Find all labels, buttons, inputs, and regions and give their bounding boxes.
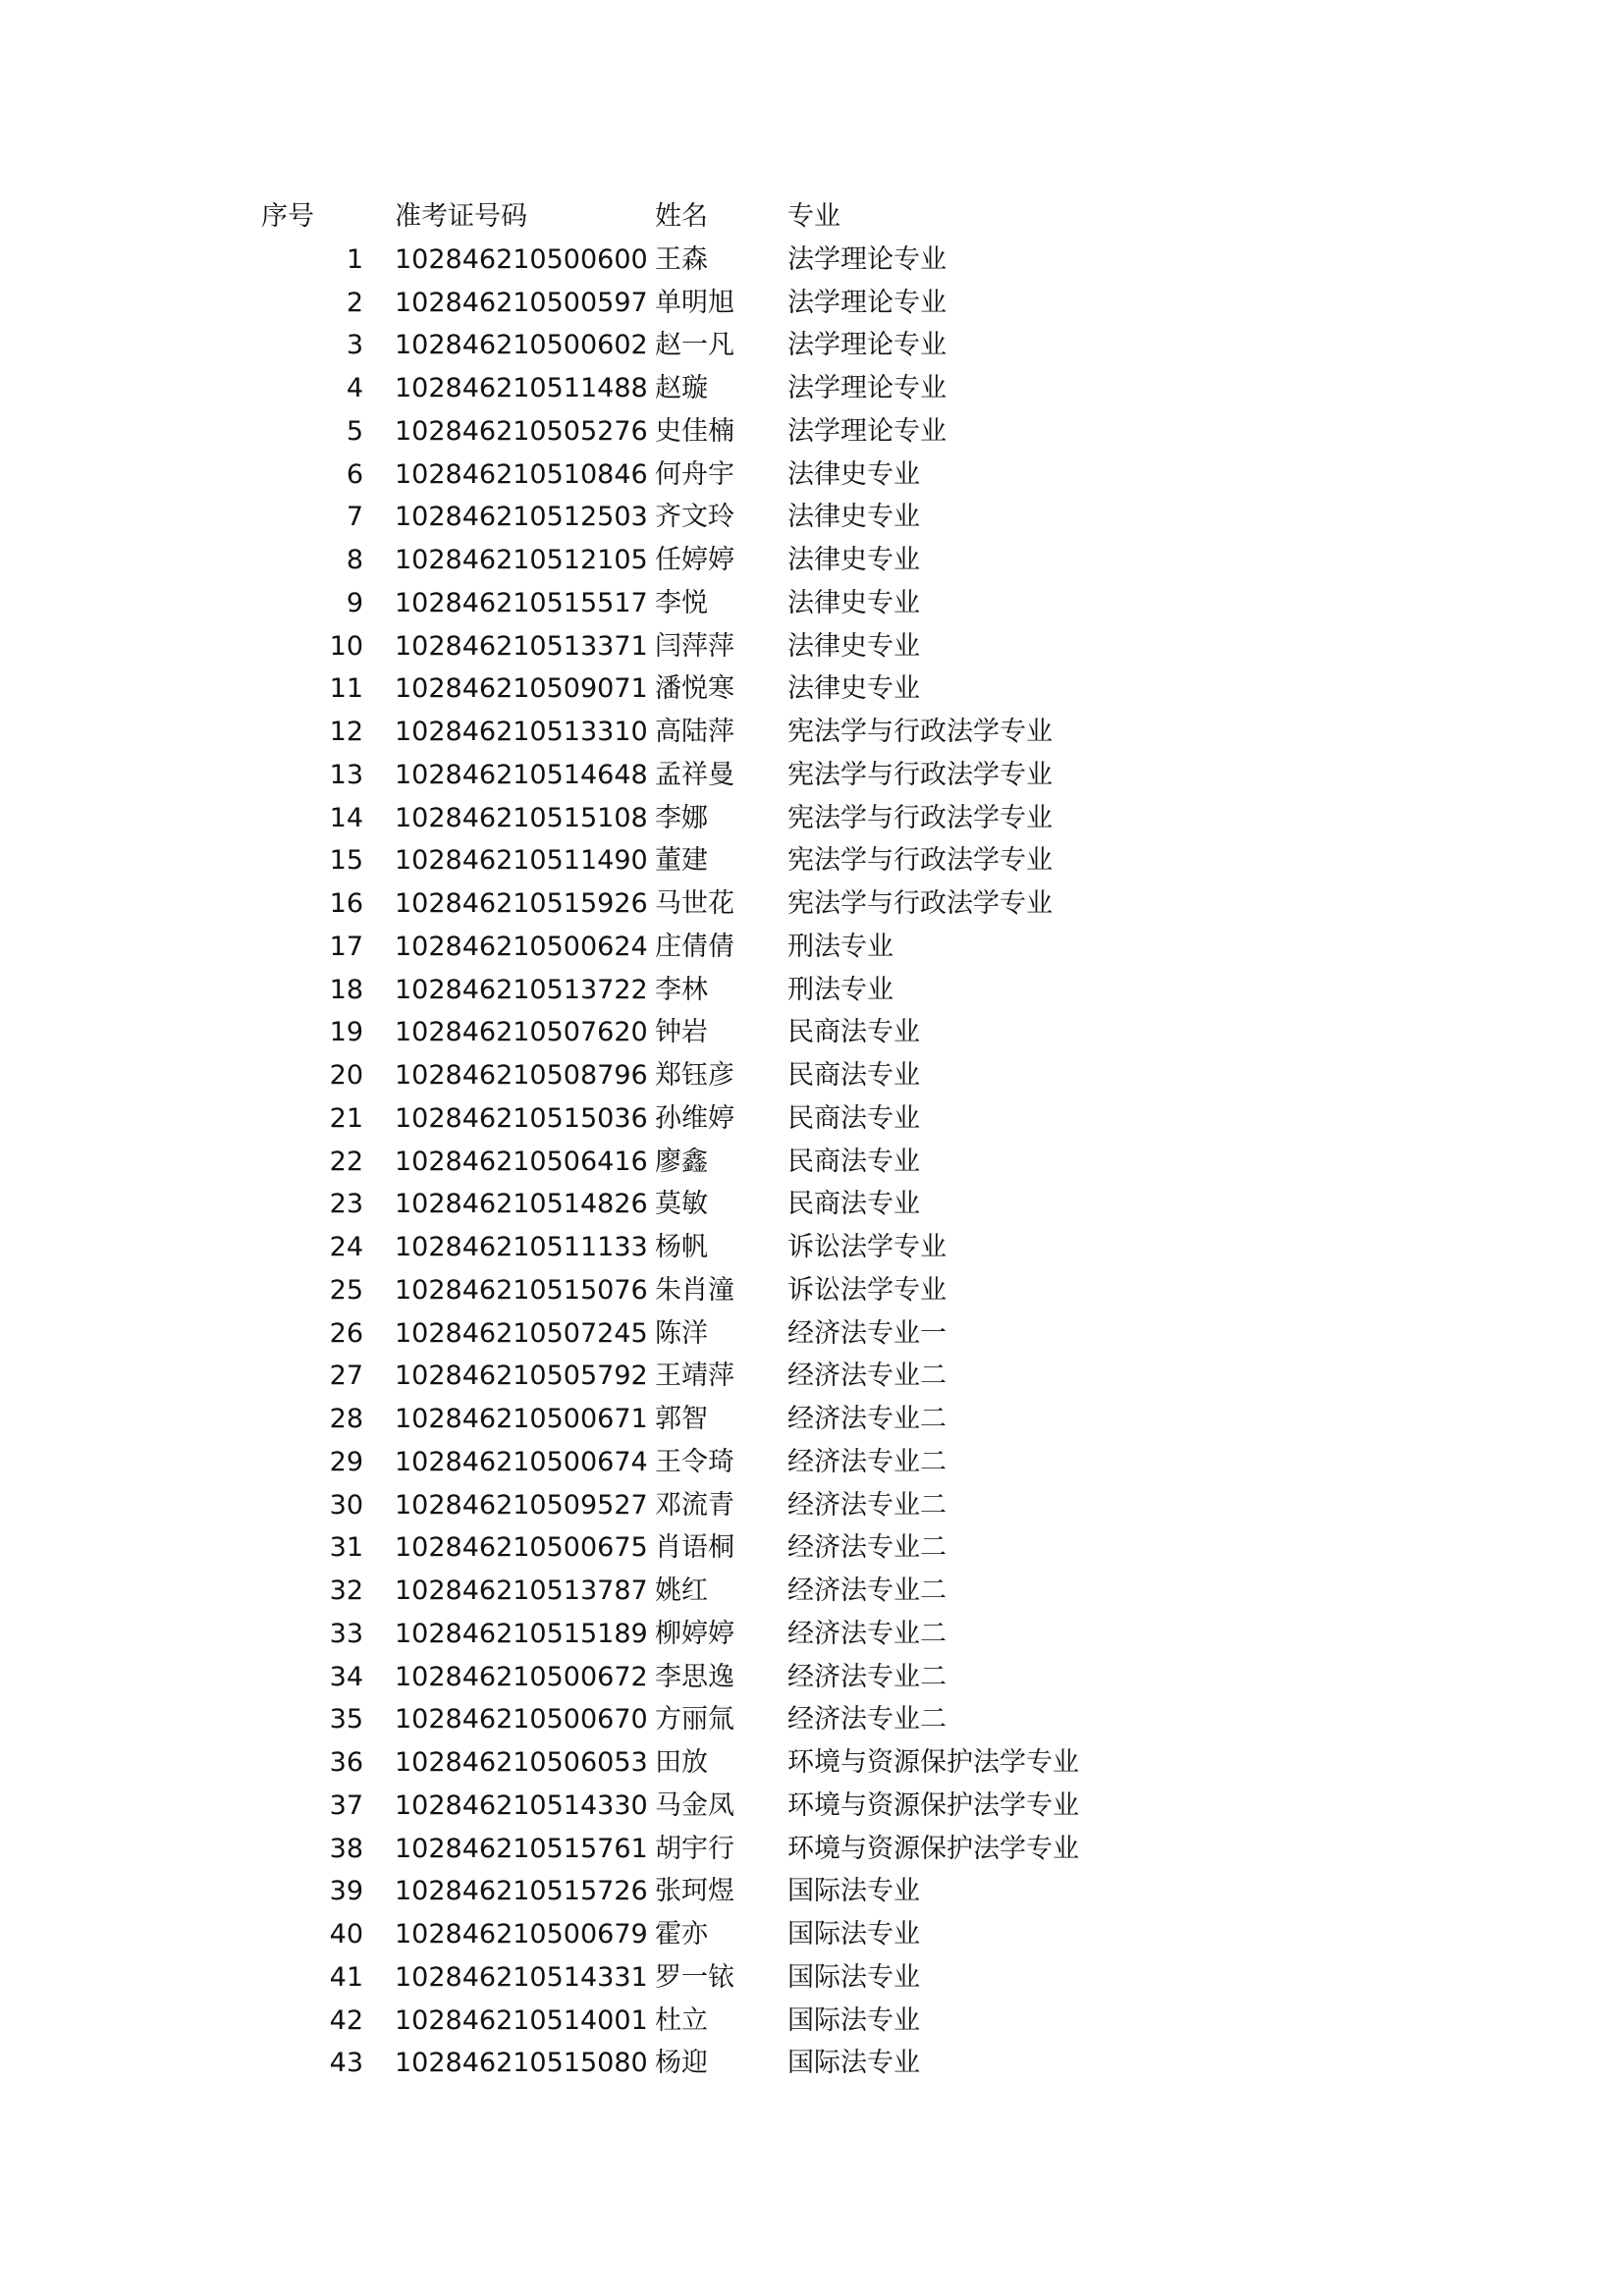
row-major: 环境与资源保护法学专业 [787, 1789, 1079, 1821]
row-name: 闫萍萍 [655, 630, 734, 662]
row-name: 齐文玲 [655, 502, 734, 533]
row-name: 胡宇行 [655, 1833, 734, 1864]
table-row [0, 1441, 1624, 1484]
table-row [0, 1484, 1624, 1527]
row-exam-id: 102846210500600 [395, 243, 648, 275]
row-name: 李思逸 [655, 1661, 734, 1692]
row-exam-id: 102846210511488 [395, 373, 648, 403]
row-major: 经济法专业二 [787, 1361, 947, 1392]
row-seq: 32 [329, 1575, 363, 1606]
row-exam-id: 102846210515926 [395, 888, 648, 919]
row-name: 赵一凡 [655, 330, 734, 361]
row-exam-id: 102846210514648 [395, 759, 648, 790]
row-seq: 20 [329, 1060, 363, 1091]
row-seq: 2 [346, 287, 363, 318]
table-row [0, 882, 1624, 926]
row-exam-id: 102846210500670 [395, 1704, 648, 1735]
row-seq: 9 [346, 587, 363, 618]
table-body [0, 239, 1624, 2085]
table-row [0, 1741, 1624, 1785]
row-seq: 7 [346, 502, 363, 533]
table-row [0, 1785, 1624, 1828]
table-row [0, 282, 1624, 325]
row-exam-id: 102846210506416 [395, 1146, 648, 1177]
row-seq: 43 [329, 2048, 363, 2079]
row-name: 钟岩 [655, 1017, 708, 1048]
table-row [0, 454, 1624, 497]
row-exam-id: 102846210515726 [395, 1876, 648, 1907]
row-name: 单明旭 [655, 287, 734, 318]
row-name: 何舟宇 [655, 458, 734, 490]
row-seq: 29 [329, 1446, 363, 1477]
row-name: 王靖萍 [655, 1361, 734, 1392]
row-major: 民商法专业 [787, 1146, 920, 1177]
table-row [0, 2000, 1624, 2043]
table-row [0, 1141, 1624, 1184]
header-name: 姓名 [655, 201, 708, 232]
row-name: 霍亦 [655, 1919, 708, 1949]
row-major: 法学理论专业 [787, 243, 947, 275]
row-name: 邓流青 [655, 1489, 734, 1521]
row-name: 陈洋 [655, 1317, 708, 1349]
row-major: 法学理论专业 [787, 330, 947, 361]
row-exam-id: 102846210515080 [395, 2048, 648, 2079]
row-exam-id: 102846210514001 [395, 2004, 648, 2036]
row-exam-id: 102846210505276 [395, 415, 648, 447]
row-exam-id: 102846210506053 [395, 1747, 648, 1778]
header-exam-id: 准考证号码 [395, 201, 527, 232]
row-exam-id: 102846210511133 [395, 1232, 648, 1262]
table-row [0, 539, 1624, 582]
row-exam-id: 102846210500602 [395, 330, 648, 361]
row-major: 宪法学与行政法学专业 [787, 717, 1053, 747]
row-major: 宪法学与行政法学专业 [787, 888, 1053, 919]
row-seq: 24 [329, 1232, 363, 1262]
row-seq: 28 [329, 1404, 363, 1434]
row-name: 肖语桐 [655, 1532, 734, 1564]
row-seq: 11 [329, 673, 363, 705]
row-major: 宪法学与行政法学专业 [787, 845, 1053, 877]
table-row [0, 711, 1624, 754]
table-row [0, 1183, 1624, 1226]
row-seq: 25 [329, 1274, 363, 1306]
table-row [0, 1011, 1624, 1054]
row-exam-id: 102846210500624 [395, 931, 648, 962]
table-row [0, 239, 1624, 282]
table-row [0, 496, 1624, 539]
row-exam-id: 102846210514330 [395, 1789, 648, 1821]
table-row [0, 367, 1624, 410]
table-row [0, 1870, 1624, 1913]
row-major: 诉讼法学专业 [787, 1274, 947, 1306]
row-seq: 3 [346, 330, 363, 361]
row-major: 法律史专业 [787, 673, 920, 705]
table-row [0, 1698, 1624, 1741]
table-row [0, 1312, 1624, 1356]
row-name: 莫敏 [655, 1189, 708, 1220]
row-major: 民商法专业 [787, 1102, 920, 1134]
header-major: 专业 [787, 201, 840, 232]
row-major: 法律史专业 [787, 545, 920, 575]
row-seq: 34 [329, 1661, 363, 1692]
row-exam-id: 102846210515761 [395, 1833, 648, 1864]
row-seq: 22 [329, 1146, 363, 1177]
row-major: 宪法学与行政法学专业 [787, 759, 1053, 790]
row-name: 郑钰彦 [655, 1060, 734, 1091]
row-major: 诉讼法学专业 [787, 1232, 947, 1262]
row-exam-id: 102846210515076 [395, 1274, 648, 1306]
row-major: 法学理论专业 [787, 415, 947, 447]
row-exam-id: 102846210515189 [395, 1618, 648, 1649]
table-row [0, 839, 1624, 882]
table-row [0, 1613, 1624, 1656]
row-seq: 5 [346, 415, 363, 447]
row-seq: 26 [329, 1317, 363, 1349]
row-name: 罗一铱 [655, 1961, 734, 1993]
table-row [0, 667, 1624, 711]
row-major: 经济法专业二 [787, 1618, 947, 1649]
row-exam-id: 102846210500597 [395, 287, 648, 318]
row-exam-id: 102846210513787 [395, 1575, 648, 1606]
row-name: 杨迎 [655, 2048, 708, 2079]
row-name: 孙维婷 [655, 1102, 734, 1134]
row-major: 民商法专业 [787, 1189, 920, 1220]
row-seq: 17 [329, 931, 363, 962]
row-name: 张珂煜 [655, 1876, 734, 1907]
row-exam-id: 102846210513310 [395, 717, 648, 747]
row-major: 经济法专业一 [787, 1317, 947, 1349]
table-row [0, 324, 1624, 367]
row-seq: 36 [329, 1747, 363, 1778]
row-exam-id: 102846210505792 [395, 1361, 648, 1392]
table-row [0, 754, 1624, 797]
row-seq: 12 [329, 717, 363, 747]
row-seq: 42 [329, 2004, 363, 2036]
table-row [0, 410, 1624, 454]
row-seq: 39 [329, 1876, 363, 1907]
row-seq: 19 [329, 1017, 363, 1048]
row-name: 田放 [655, 1747, 708, 1778]
table-row [0, 1097, 1624, 1141]
row-seq: 8 [346, 545, 363, 575]
row-exam-id: 102846210515036 [395, 1102, 648, 1134]
row-exam-id: 102846210513722 [395, 974, 648, 1005]
table-row [0, 797, 1624, 840]
row-name: 潘悦寒 [655, 673, 734, 705]
row-name: 王令琦 [655, 1446, 734, 1477]
row-seq: 18 [329, 974, 363, 1005]
row-exam-id: 102846210514331 [395, 1961, 648, 1993]
row-major: 法学理论专业 [787, 287, 947, 318]
row-exam-id: 102846210510846 [395, 458, 648, 490]
row-seq: 1 [346, 243, 363, 275]
row-major: 经济法专业二 [787, 1404, 947, 1434]
table-row [0, 2042, 1624, 2085]
row-exam-id: 102846210509071 [395, 673, 648, 705]
row-seq: 33 [329, 1618, 363, 1649]
row-major: 国际法专业 [787, 2048, 920, 2079]
table-row [0, 926, 1624, 969]
row-exam-id: 102846210513371 [395, 630, 648, 662]
row-name: 方丽氚 [655, 1704, 734, 1735]
row-exam-id: 102846210511490 [395, 845, 648, 877]
row-name: 庄倩倩 [655, 931, 734, 962]
row-exam-id: 102846210515517 [395, 587, 648, 618]
row-exam-id: 102846210500675 [395, 1532, 648, 1564]
row-name: 姚红 [655, 1575, 708, 1606]
row-name: 李娜 [655, 802, 708, 833]
table-row [0, 1355, 1624, 1398]
row-major: 经济法专业二 [787, 1575, 947, 1606]
row-exam-id: 102846210515108 [395, 802, 648, 833]
row-seq: 10 [329, 630, 363, 662]
row-major: 经济法专业二 [787, 1446, 947, 1477]
table-row [0, 1828, 1624, 1871]
row-name: 高陆萍 [655, 717, 734, 747]
row-major: 经济法专业二 [787, 1661, 947, 1692]
row-seq: 31 [329, 1532, 363, 1564]
header-seq: 序号 [261, 201, 314, 232]
row-exam-id: 102846210500671 [395, 1404, 648, 1434]
row-major: 法律史专业 [787, 630, 920, 662]
row-major: 刑法专业 [787, 974, 893, 1005]
row-major: 法律史专业 [787, 458, 920, 490]
table-row [0, 1398, 1624, 1441]
table-row [0, 1956, 1624, 2000]
row-major: 经济法专业二 [787, 1489, 947, 1521]
table-row [0, 1570, 1624, 1613]
admission-list-table [0, 195, 1624, 2085]
row-major: 经济法专业二 [787, 1532, 947, 1564]
row-seq: 16 [329, 888, 363, 919]
row-name: 孟祥曼 [655, 759, 734, 790]
row-name: 郭智 [655, 1404, 708, 1434]
row-major: 国际法专业 [787, 1961, 920, 1993]
row-seq: 38 [329, 1833, 363, 1864]
row-exam-id: 102846210500672 [395, 1661, 648, 1692]
table-row [0, 1656, 1624, 1699]
row-name: 任婷婷 [655, 545, 734, 575]
row-major: 法律史专业 [787, 502, 920, 533]
row-major: 经济法专业二 [787, 1704, 947, 1735]
row-major: 国际法专业 [787, 2004, 920, 2036]
row-name: 马金凤 [655, 1789, 734, 1821]
row-seq: 35 [329, 1704, 363, 1735]
table-row [0, 969, 1624, 1012]
table-row [0, 582, 1624, 625]
row-exam-id: 102846210500679 [395, 1919, 648, 1949]
row-seq: 27 [329, 1361, 363, 1392]
row-seq: 14 [329, 802, 363, 833]
row-name: 廖鑫 [655, 1146, 708, 1177]
row-seq: 13 [329, 759, 363, 790]
table-row [0, 1226, 1624, 1269]
table-row [0, 1269, 1624, 1312]
row-major: 国际法专业 [787, 1919, 920, 1949]
row-name: 王森 [655, 243, 708, 275]
row-major: 刑法专业 [787, 931, 893, 962]
row-name: 李林 [655, 974, 708, 1005]
row-name: 李悦 [655, 587, 708, 618]
row-exam-id: 102846210512105 [395, 545, 648, 575]
row-name: 杨帆 [655, 1232, 708, 1262]
row-major: 法学理论专业 [787, 373, 947, 403]
row-major: 法律史专业 [787, 587, 920, 618]
row-seq: 4 [346, 373, 363, 403]
table-header-row [0, 195, 1624, 239]
row-exam-id: 102846210507620 [395, 1017, 648, 1048]
row-major: 环境与资源保护法学专业 [787, 1833, 1079, 1864]
row-exam-id: 102846210500674 [395, 1446, 648, 1477]
row-name: 董建 [655, 845, 708, 877]
row-seq: 40 [329, 1919, 363, 1949]
row-exam-id: 102846210509527 [395, 1489, 648, 1521]
row-name: 杜立 [655, 2004, 708, 2036]
table-row [0, 1913, 1624, 1956]
row-name: 史佳楠 [655, 415, 734, 447]
row-major: 环境与资源保护法学专业 [787, 1747, 1079, 1778]
row-exam-id: 102846210507245 [395, 1317, 648, 1349]
row-seq: 6 [346, 458, 363, 490]
row-seq: 37 [329, 1789, 363, 1821]
row-name: 朱肖潼 [655, 1274, 734, 1306]
table-row [0, 1526, 1624, 1570]
table-row [0, 1054, 1624, 1097]
row-major: 国际法专业 [787, 1876, 920, 1907]
row-seq: 15 [329, 845, 363, 877]
row-major: 宪法学与行政法学专业 [787, 802, 1053, 833]
row-seq: 41 [329, 1961, 363, 1993]
row-name: 赵璇 [655, 373, 708, 403]
row-major: 民商法专业 [787, 1017, 920, 1048]
table-row [0, 625, 1624, 668]
row-seq: 23 [329, 1189, 363, 1220]
row-exam-id: 102846210512503 [395, 502, 648, 533]
row-major: 民商法专业 [787, 1060, 920, 1091]
row-seq: 30 [329, 1489, 363, 1521]
row-exam-id: 102846210508796 [395, 1060, 648, 1091]
row-seq: 21 [329, 1102, 363, 1134]
row-name: 马世花 [655, 888, 734, 919]
row-exam-id: 102846210514826 [395, 1189, 648, 1220]
row-name: 柳婷婷 [655, 1618, 734, 1649]
